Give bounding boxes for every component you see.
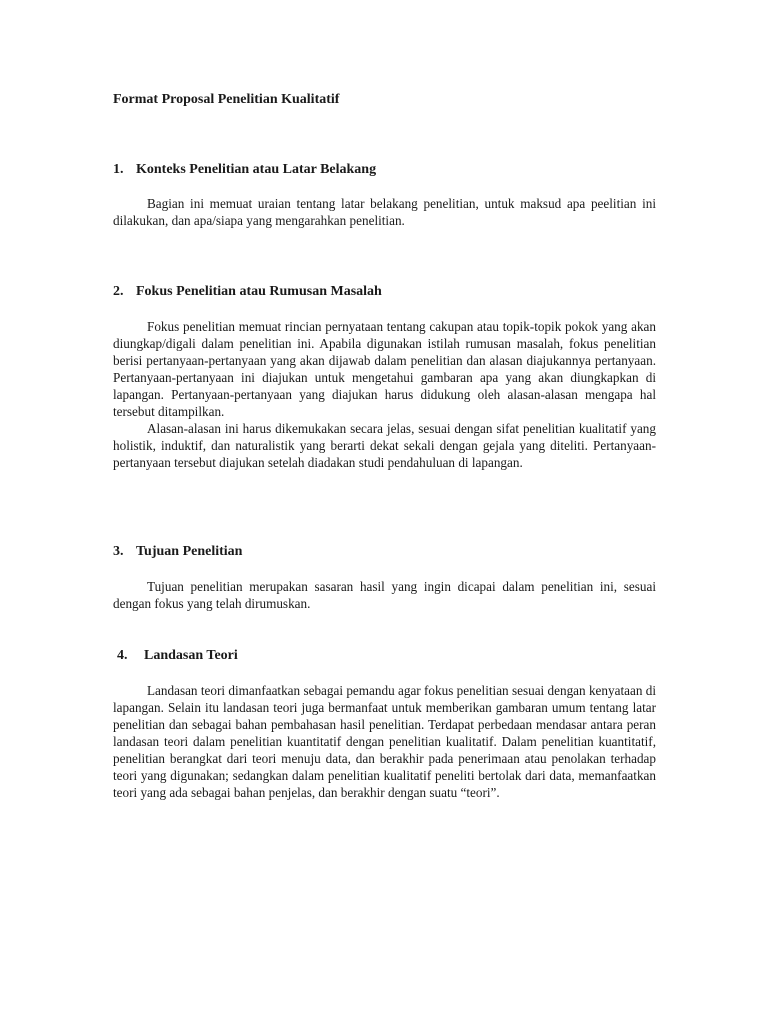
section-heading-text: Fokus Penelitian atau Rumusan Masalah	[136, 284, 382, 299]
section-heading	[113, 160, 656, 180]
section-heading-text: Konteks Penelitian atau Latar Belakang	[136, 162, 377, 177]
section-heading	[113, 282, 656, 302]
section-fokus-penelitian	[113, 282, 656, 471]
section-heading	[113, 542, 656, 562]
section-number: 2.	[113, 284, 124, 299]
section-paragraph: Landasan teori dimanfaatkan sebagai pemandu agar fokus penelitian sesuai dengan kenyataan di lapangan. Selain itu landasan teori juga bermanfaat untuk memberikan gambaran umum tentang latar penelitian dan sebagai bahan pembahasan hasil penelitian. Terdapat perbedaan mendasar antara peran landasan teori dalam penelitian kuantitatif dengan penelitian kualitatif. Dalam penelitian kuantitatif, penelitian berangkat dari teori menuju data, dan berakhir pada penerimaan atau penolakan terhadap teori yang digunakan; sedangkan dalam penelitian kualitatif peneliti bertolak dari data, memanfaatkan teori yang ada sebagai bahan penjelas, dan berakhir dengan suatu “teori”.	[113, 683, 656, 800]
section-tujuan-penelitian	[113, 542, 656, 612]
document-title: Format Proposal Penelitian Kualitatif	[113, 92, 340, 107]
section-landasan-teori	[113, 646, 656, 801]
section-heading-text: Landasan Teori	[144, 648, 238, 663]
section-paragraph: Tujuan penelitian merupakan sasaran hasil yang ingin dicapai dalam penelitian ini, sesuai dengan fokus yang telah dirumuskan.	[113, 579, 656, 611]
section-paragraph: Bagian ini memuat uraian tentang latar belakang penelitian, untuk maksud apa peelitian ini dilakukan, dan apa/siapa yang mengarahkan penelitian.	[113, 196, 656, 228]
section-number: 4.	[117, 648, 128, 663]
section-paragraph: Alasan-alasan ini harus dikemukakan secara jelas, sesuai dengan sifat penelitian kualitatif yang holistik, induktif, dan naturalistik yang berarti dekat sekali dengan gejala yang diteliti. Pertanyaan-pertanyaan tersebut diajukan setelah diadakan studi pendahuluan di lapangan.	[113, 421, 656, 470]
section-number: 3.	[113, 544, 124, 559]
section-heading-text: Tujuan Penelitian	[136, 544, 243, 559]
section-number: 1.	[113, 162, 124, 177]
section-heading	[113, 646, 656, 666]
section-konteks-penelitian	[113, 160, 656, 229]
section-paragraph: Fokus penelitian memuat rincian pernyataan tentang cakupan atau topik-topik pokok yang akan diungkap/digali dalam penelitian ini. Apabila digunakan istilah rumusan masalah, fokus penelitian berisi pertanyaan-pertanyaan yang akan dijawab dalam penelitian dan alasan diajukannya pertanyaan. Pertanyaan-pertanyaan ini diajukan untuk mengetahui gambaran apa yang akan diungkapkan di lapangan. Pertanyaan-pertanyaan yang diajukan harus didukung oleh alasan-alasan mengapa hal tersebut ditampilkan.	[113, 319, 656, 419]
